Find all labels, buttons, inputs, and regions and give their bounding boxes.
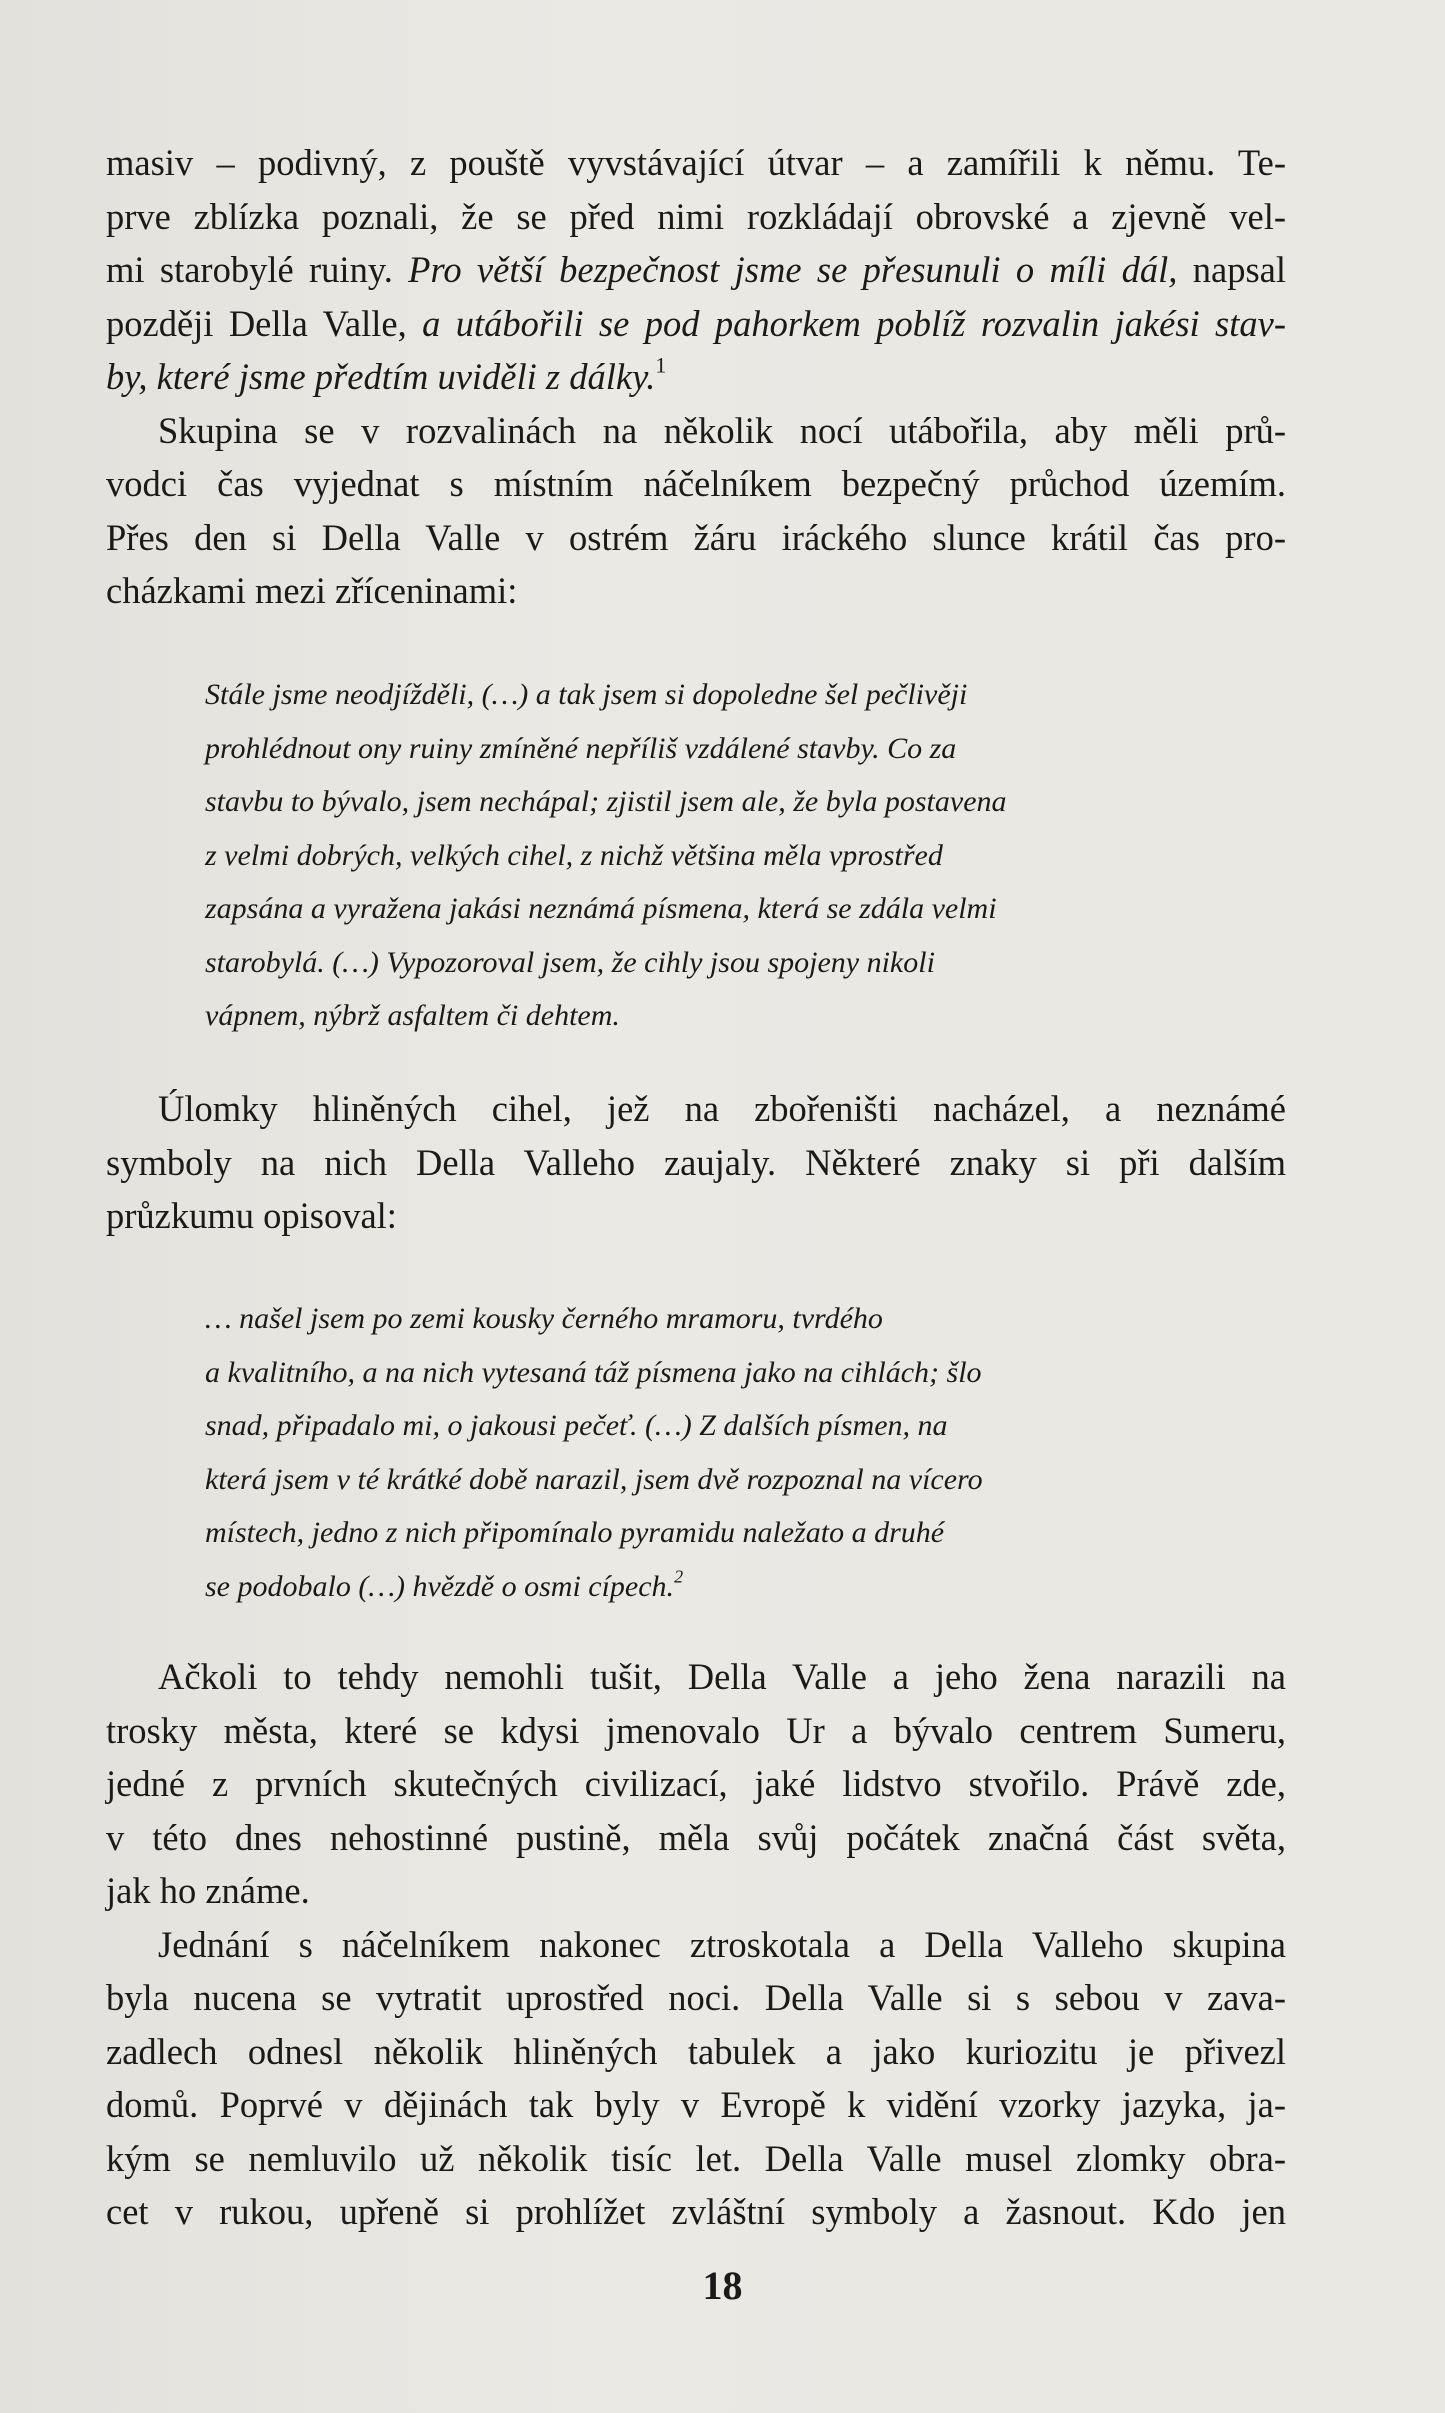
italic-quote-run: Pro větší bezpečnost jsme se přesunuli o míli dál,: [408, 249, 1178, 290]
page-number: 18: [702, 2263, 743, 2308]
quote-line: stavbu to bývalo, jsem nechápal; zjistil jsem ale, že byla postavena: [205, 785, 1007, 818]
quote-text-run: se podobalo (…) hvězdě o osmi cípech.: [205, 1569, 675, 1603]
text-line: kým se nemluvilo už několik tisíc let. Della Valle musel zlomky obra-: [106, 2137, 1286, 2179]
text-line: cházkami mezi zříceninami:: [106, 570, 518, 611]
text-line: Skupina se v rozvalinách na několik nocí utábořila, aby měli prů-: [158, 409, 1286, 451]
paragraph-1: [106, 136, 1286, 404]
text-line: Přes den si Della Valle v ostrém žáru iráckého slunce krátil čas pro-: [106, 516, 1286, 558]
text-line: symboly na nich Della Valleho zaujaly. Některé znaky si při dalším: [106, 1141, 1286, 1183]
italic-quote-run: by, které jsme předtím uviděli z dálky.: [106, 356, 656, 397]
quote-line: zapsána a vyražena jakási neznámá písmena, která se zdála velmi: [205, 892, 997, 925]
block-quote-1: [205, 668, 1235, 1043]
text-run: později Della Valle,: [106, 302, 423, 344]
quote-line: prohlédnout ony ruiny zmíněné nepříliš vzdálené stavby. Co za: [205, 731, 957, 765]
text-line: jak ho známe.: [106, 1870, 310, 1911]
paragraph-4: [106, 1650, 1286, 1918]
text-line: domů. Poprvé v dějinách tak byly v Evropě k vidění vzorky jazyka, ja-: [106, 2084, 1286, 2125]
text-line: zadlech odnesl několik hliněných tabulek a jako kuriozitu je přivezl: [106, 2030, 1286, 2072]
quote-line: … našel jsem po zemi kousky černého mramoru, tvrdého: [205, 1302, 883, 1335]
text-line: vodci čas vyjednat s místním náčelníkem bezpečný průchod územím.: [106, 463, 1286, 504]
text-line: jedné z prvních skutečných civilizací, jaké lidstvo stvořilo. Právě zde,: [106, 1763, 1286, 1804]
quote-line: Stále jsme neodjížděli, (…) a tak jsem si dopoledne šel pečlivěji: [205, 678, 968, 711]
italic-quote-run: a utábořili se pod pahorkem poblíž rozvalin jakési stav-: [422, 302, 1287, 344]
quote-line: vápnem, nýbrž asfaltem či dehtem.: [205, 999, 620, 1032]
body-text-top: [106, 136, 1286, 618]
text-line: cet v rukou, upřeně si prohlížet zvláštní symboly a žasnout. Kdo jen: [106, 2191, 1286, 2232]
paragraph-5: [106, 1918, 1286, 2239]
footnote-marker: 1: [655, 352, 667, 378]
text-line: Úlomky hliněných cihel, jež na zbořeništi nacházel, a neznámé: [158, 1088, 1286, 1129]
text-line: trosky města, které se kdysi jmenovalo Ur a bývalo centrem Sumeru,: [106, 1709, 1286, 1751]
text-line: [106, 350, 1286, 404]
text-line: masiv – podivný, z pouště vyvstávající útvar – a zamířili k němu. Te-: [106, 142, 1286, 183]
text-line: prve zblízka poznali, že se před nimi rozkládají obrovské a zjevně vel-: [106, 195, 1286, 237]
paragraph-3: [106, 1082, 1286, 1243]
quote-line: snad, připadalo mi, o jakousi pečeť. (…) Z dalších písmen, na: [205, 1409, 948, 1442]
block-quote-2: [205, 1292, 1235, 1613]
quote-line: místech, jedno z nich připomínalo pyramidu naležato a druhé: [205, 1516, 945, 1549]
quote-line: a kvalitního, a na nich vytesaná táž písmena jako na cihlách; šlo: [205, 1355, 982, 1389]
quote-line: která jsem v té krátké době narazil, jsem dvě rozpoznal na vícero: [205, 1462, 983, 1496]
footnote-marker: 2: [674, 1566, 684, 1586]
text-line: v této dnes nehostinné pustině, měla svůj počátek značná část světa,: [106, 1816, 1286, 1858]
quote-line: z velmi dobrých, velkých cihel, z nichž většina měla vprostřed: [205, 838, 943, 872]
text-line: Ačkoli to tehdy nemohli tušit, Della Valle a jeho žena narazili na: [158, 1656, 1286, 1697]
text-line: [106, 243, 1286, 297]
paragraph-2: [106, 404, 1286, 618]
text-line: Jednání s náčelníkem nakonec ztroskotala a Della Valleho skupina: [158, 1923, 1286, 1965]
body-text-bottom: [106, 1650, 1286, 2239]
quote-line: starobylá. (…) Vypozoroval jsem, že cihly jsou spojeny nikoli: [205, 945, 935, 979]
text-line: byla nucena se vytratit uprostřed noci. Della Valle si s sebou v zava-: [106, 1977, 1286, 2018]
text-run: napsal: [1177, 249, 1287, 290]
quote-line: [205, 1560, 1235, 1614]
text-run: mi starobylé ruiny.: [106, 249, 409, 290]
text-line: [106, 297, 1286, 351]
body-text-middle: [106, 1082, 1286, 1243]
text-line: průzkumu opisoval:: [106, 1195, 397, 1236]
